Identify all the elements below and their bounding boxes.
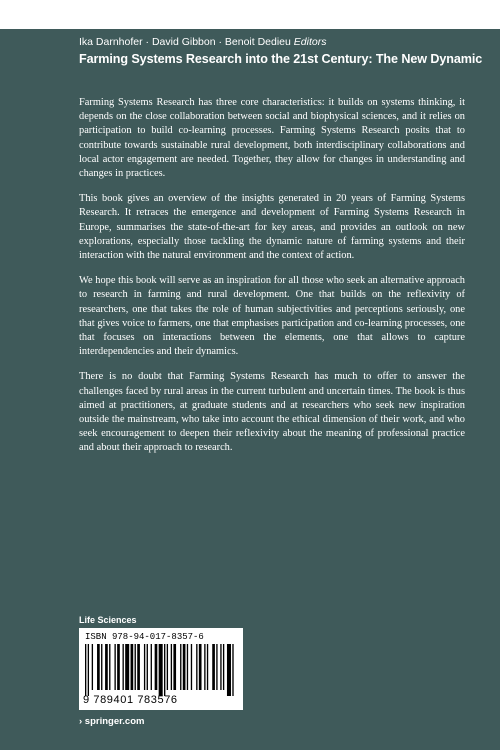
barcode-bar — [196, 644, 197, 690]
barcode-bar — [151, 644, 152, 690]
blurb-paragraph: We hope this book will serve as an inspiration for all those who seek an alternative approach to research in farming and rural development. One that builds on the reflexivity of researchers, one that takes the role of human subjectivities and perceptions seriously, one that gives voice to farmers, one that emphasises participation and co-learning processes, one that focuses on interactions between the elements, one that allows to capture interdependencies and their dynamics. — [79, 275, 465, 358]
back-cover-blurb — [79, 96, 465, 467]
barcode-bar — [207, 644, 208, 690]
barcode-bar — [227, 644, 231, 696]
book-title: Farming Systems Research into the 21st Century: The New Dynamic — [79, 52, 483, 66]
barcode-bar — [135, 644, 136, 690]
barcode-bar — [101, 644, 102, 690]
ean-digits: 9 789401 783576 — [83, 694, 178, 706]
barcode-bar — [92, 644, 93, 690]
barcode-bar — [85, 644, 86, 696]
barcode-image — [85, 644, 235, 696]
barcode-bar — [137, 644, 140, 690]
barcode-bar — [171, 644, 172, 690]
barcode-bar — [131, 644, 134, 690]
barcode-bar — [155, 644, 158, 690]
barcode-bar — [212, 644, 215, 690]
barcode-bar — [144, 644, 145, 690]
blurb-paragraph: This book gives an overview of the insights generated in 20 years of Farming Systems Research. It retraces the emergence and development of Farming Systems Research in Europe, summarises the state-of-the-art for key areas, and provides an outlook on new explorations, especially those tackling the dynamic nature of farming systems and their interaction with the natural environment and the context of action. — [79, 193, 465, 262]
barcode-bar — [223, 644, 224, 690]
barcode-bar — [180, 644, 181, 690]
top-white-band — [0, 0, 500, 29]
barcode-bar — [191, 644, 192, 690]
barcode-bar — [105, 644, 108, 690]
barcode-bar — [187, 644, 188, 690]
barcode-bar — [167, 644, 168, 690]
publisher-url: › springer.com — [79, 716, 145, 727]
barcode-bar — [232, 644, 233, 696]
barcode-bar — [125, 644, 129, 690]
editors-tag: Editors — [293, 36, 327, 48]
barcode-box — [79, 628, 243, 710]
blurb-paragraph: Farming Systems Research has three core characteristics: it builds on systems thinking, it depends on the close collaboration between social and biophysical sciences, and it relies on participation to build co-learning processes. Farming Systems Research posits that to contribute towards sustainable rural development, both interdisciplinary collaborations and local actor engagement are needed. Together, they allow for changes in understanding and changes in practices. — [79, 97, 465, 180]
barcode-bar — [109, 644, 110, 690]
editors-line — [79, 36, 326, 48]
barcode-bar — [216, 644, 217, 690]
subject-category: Life Sciences — [79, 615, 137, 625]
barcode-bar — [88, 644, 89, 696]
barcode-bar — [117, 644, 120, 690]
barcode-bar — [123, 644, 124, 690]
barcode-bar — [173, 644, 176, 690]
barcode-bar — [159, 644, 163, 696]
barcode-bar — [147, 644, 148, 690]
isbn-text: ISBN 978-94-017-8357-6 — [85, 632, 204, 642]
barcode-bar — [164, 644, 165, 696]
blurb-paragraph: There is no doubt that Farming Systems Research has much to offer to answer the challenges faced by rural areas in the current turbulent and uncertain times. The book is thus aimed at practitioners, at graduate students and at researchers who seek new inspiration outside the mainstream, who take into account the ethical dimension of their work, and who seek encouragement to deepen their reflexivity about the meaning of professional practice and about their approach to research. — [79, 371, 465, 454]
editors-names: Ika Darnhofer · David Gibbon · Benoit Dedieu — [79, 36, 291, 48]
barcode-bar — [114, 644, 115, 690]
barcode-bar — [97, 644, 100, 690]
barcode-bar — [183, 644, 186, 690]
barcode-bar — [204, 644, 205, 690]
barcode-bar — [220, 644, 221, 690]
barcode-bar — [199, 644, 202, 690]
